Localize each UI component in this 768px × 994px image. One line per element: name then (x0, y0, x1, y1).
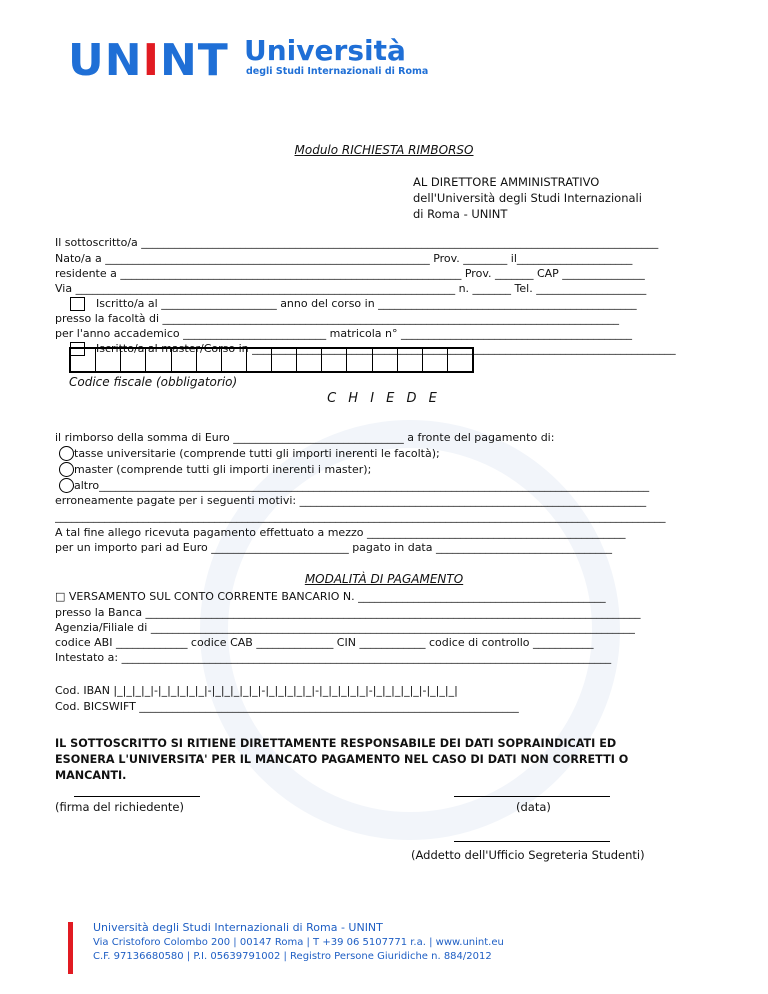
checkbox-iscritto[interactable] (70, 297, 85, 311)
field-nato[interactable]: Nato/a a ___________________________________________________________ Prov. ________ il_____________________ (55, 252, 633, 265)
field-facolta[interactable]: presso la facoltà di ___________________________________________________________________________________ (55, 312, 620, 325)
logo-subtitle: degli Studi Internazionali di Roma (246, 66, 429, 77)
footer-institution: Università degli Studi Internazionali di Roma - UNINT (93, 921, 383, 934)
payment-title: MODALITÀ DI PAGAMENTO (304, 572, 464, 586)
codice-fiscale-grid[interactable] (69, 347, 474, 373)
field-iscritto[interactable]: Iscritto/a al _____________________ anno del corso in _______________________________________________ (96, 297, 637, 310)
field-abi-cab[interactable]: codice ABI _____________ codice CAB ______________ CIN ____________ codice di controllo ___________ (55, 636, 594, 649)
logo-unint: UNINT (68, 35, 229, 86)
signature-line-addetto[interactable] (454, 841, 610, 842)
field-bicswift[interactable]: Cod. BICSWIFT _____________________________________________________________________ (55, 700, 519, 713)
field-iban[interactable]: Cod. IBAN |_|_|_|_|-|_|_|_|_|_|-|_|_|_|_|_|-|_|_|_|_|_|-|_|_|_|_|_|-|_|_|_|_|_|-|_|_|_| (55, 684, 458, 697)
field-importo[interactable]: per un importo pari ad Euro _________________________ pagato in data ________________________________ (55, 541, 612, 554)
form-title: Modulo RICHIESTA RIMBORSO (294, 143, 474, 157)
footer-accent-bar (68, 922, 73, 974)
field-banca[interactable]: presso la Banca __________________________________________________________________________________________ (55, 606, 641, 619)
field-motivi-blank[interactable]: _______________________________________________________________________________________________________________ (55, 510, 666, 523)
field-residente[interactable]: residente a ______________________________________________________________ Prov. _______ CAP _______________ (55, 267, 645, 280)
declaration-line: MANCANTI. (55, 769, 127, 782)
addressee-line: AL DIRETTORE AMMINISTRATIVO (413, 175, 600, 189)
radio-tasse[interactable] (59, 446, 74, 461)
field-master[interactable]: Iscritto/a al master/Corso in _____________________________________________________________________________ (96, 342, 676, 355)
option-tasse: tasse universitarie (comprende tutti gli importi inerenti le facoltà); (74, 447, 440, 460)
addressee-block (413, 174, 642, 222)
option-altro[interactable]: altro____________________________________________________________________________________________________ (74, 479, 650, 492)
field-sottoscritto[interactable]: Il sottoscritto/a ______________________________________________________________________________________________ (55, 236, 659, 249)
logo-universita: Università (244, 34, 406, 67)
addressee-line: di Roma - UNINT (413, 207, 508, 221)
field-via[interactable]: Via _____________________________________________________________________ n. _______ Tel. ____________________ (55, 282, 647, 295)
radio-master[interactable] (59, 462, 74, 477)
option-master: master (comprende tutti gli importi inerenti i master); (74, 463, 372, 476)
addressee-line: dell'Università degli Studi Internazionali (413, 191, 642, 205)
firma-label: (firma del richiedente) (55, 800, 184, 814)
field-ricevuta[interactable]: A tal fine allego ricevuta pagamento effettuato a mezzo _______________________________________________ (55, 526, 626, 539)
field-anno-accademico[interactable]: per l'anno accademico __________________________ matricola n° __________________________________________ (55, 327, 633, 340)
codice-fiscale-label: Codice fiscale (obbligatorio) (69, 375, 238, 389)
signature-line-data[interactable] (454, 796, 610, 797)
footer-registry: C.F. 97136680580 | P.I. 05639791002 | Registro Persone Giuridiche n. 884/2012 (93, 951, 492, 962)
signature-line-firma[interactable] (74, 796, 200, 797)
chiede-heading: C H I E D E (327, 391, 441, 406)
field-versamento[interactable]: □ VERSAMENTO SUL CONTO CORRENTE BANCARIO N. _____________________________________________ (55, 590, 606, 603)
field-agenzia[interactable]: Agenzia/Filiale di ________________________________________________________________________________________ (55, 621, 635, 634)
radio-altro[interactable] (59, 478, 74, 493)
field-intestato[interactable]: Intestato a: _________________________________________________________________________________________ (55, 651, 612, 664)
data-label: (data) (516, 800, 551, 814)
declaration-line: IL SOTTOSCRITTO SI RITIENE DIRETTAMENTE RESPONSABILE DEI DATI SOPRAINDICATI ED (55, 737, 617, 750)
declaration-line: ESONERA L'UNIVERSITA' PER IL MANCATO PAGAMENTO NEL CASO DI DATI NON CORRETTI O (55, 753, 629, 766)
field-motivi[interactable]: erroneamente pagate per i seguenti motivi: _______________________________________________________________ (55, 494, 647, 507)
field-rimborso[interactable]: il rimborso della somma di Euro _______________________________ a fronte del pagamento di: (55, 431, 555, 444)
addetto-label: (Addetto dell'Ufficio Segreteria Studenti) (411, 848, 645, 862)
footer-address: Via Cristoforo Colombo 200 | 00147 Roma | T +39 06 5107771 r.a. | www.unint.eu (93, 937, 504, 948)
